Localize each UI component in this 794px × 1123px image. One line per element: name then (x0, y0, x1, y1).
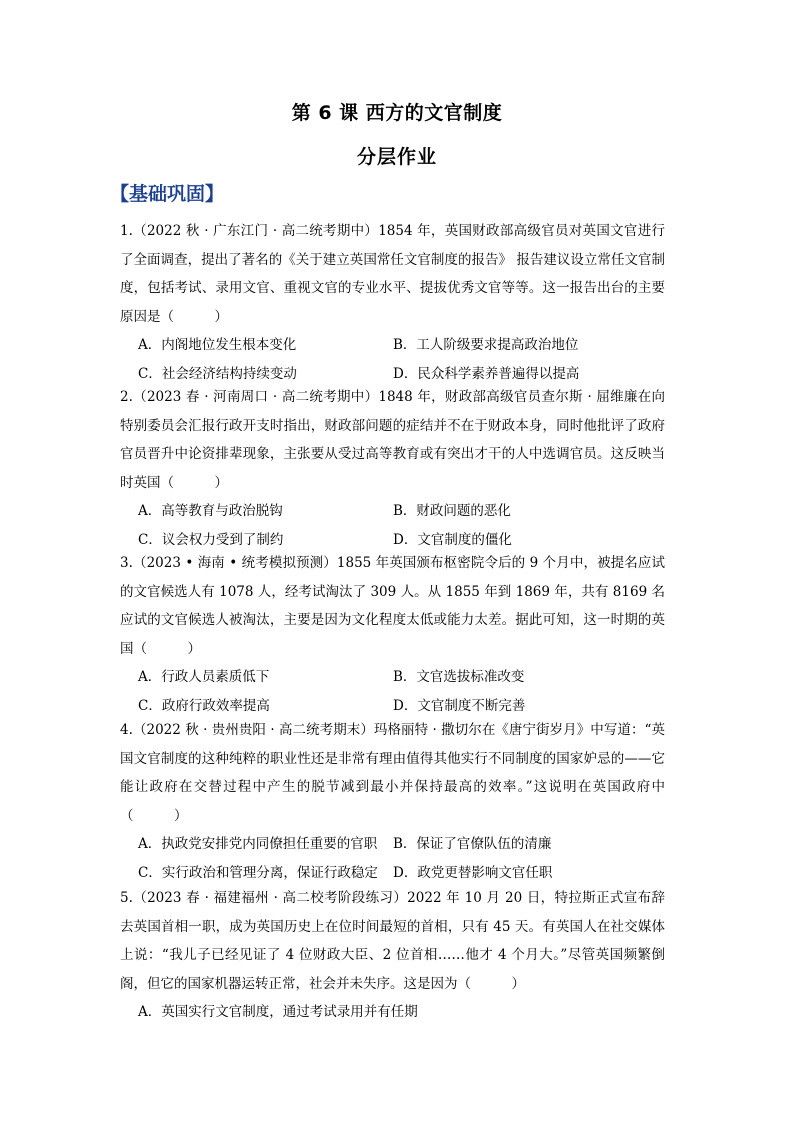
option-list (138, 663, 665, 720)
option-list (138, 998, 665, 1027)
option-b[interactable]: B．文官选拔标准改变 (393, 669, 525, 685)
question-stem: 5.（2023 春 · 福建福州 · 高二校考阶段练习）2022 年 10 月 20 日，特拉斯正式宣布辞去英国首相一职，成为英国历史上在位时间最短的首相，只有 45 天。有英国人在社交媒体上说：“我儿子已经见证了 4 位财政大臣、2 位首相……他才 4 个月大。”尽管英国频繁倒阁，但它的国家机器运转正常，社会并未失序。这是因为（ ） (120, 890, 665, 992)
option-c[interactable]: C．实行政治和管理分离，保证行政稳定 (138, 864, 378, 881)
option-d[interactable]: D．政党更替影响文官任职 (393, 864, 553, 881)
question-3 (120, 549, 665, 720)
question-5 (120, 884, 665, 1027)
lesson-title: 第 6 课 西方的文官制度 (291, 102, 503, 124)
question-stem: 4.（2022 秋 · 贵州贵阳 · 高二统考期末）玛格丽特 · 撒切尔在《唐宁街岁月》中写道：“英国文官制度的这种纯粹的职业性还是非常有理由值得其他实行不同制度的国家妒忌的——它能让政府在交替过程中产生的脱节减到最小并保持最高的效率。”这说明在英国政府中（ ） (120, 722, 665, 824)
section-heading: 【基础巩固】 (110, 183, 225, 205)
option-a[interactable]: A．高等教育与政治脱钩 (138, 503, 283, 519)
question-1 (120, 217, 665, 388)
page-subtitle: 分层作业 (356, 146, 437, 168)
option-a[interactable]: A．行政人员素质低下 (138, 669, 270, 685)
question-stem: 3.（2023 • 海南 • 统考模拟预测）1855 年英国颁布枢密院令后的 9 个月中，被提名应试的文官候选人有 1078 人，经考试淘汰了 309 人。从 1855 年到 1869 年，共有 8169 名应试的文官候选人被淘汰，主要是因为文化程度太低或能力太差。据此可知，这一时期的英国（ ） (120, 555, 665, 657)
option-c[interactable]: C．社会经济结构持续变动 (138, 365, 297, 382)
option-b[interactable]: B．工人阶级要求提高政治地位 (393, 337, 579, 353)
option-d[interactable]: D．民众科学素养普遍得以提高 (393, 365, 580, 382)
option-list (138, 497, 665, 554)
option-list (138, 331, 665, 388)
option-d[interactable]: D．文官制度不断完善 (393, 697, 526, 714)
option-a[interactable]: A．英国实行文官制度，通过考试录用并有任期 (138, 1004, 418, 1020)
question-stem: 1.（2022 秋 · 广东江门 · 高二统考期中）1854 年，英国财政部高级官员对英国文官进行了全面调查，提出了著名的《关于建立英国常任文官制度的报告》 报告建议设立常任文官制度，包括考试、录用文官、重视文官的专业水平、提拔优秀文官等等。这一报告出台的主要原因是（ ） (120, 223, 665, 325)
option-list (138, 830, 665, 887)
option-c[interactable]: C．议会权力受到了制约 (138, 531, 284, 548)
option-d[interactable]: D．文官制度的僵化 (393, 531, 512, 548)
option-a[interactable]: A．执政党安排党内同僚担任重要的官职 (138, 836, 378, 852)
option-b[interactable]: B．财政问题的恶化 (393, 503, 511, 519)
option-a[interactable]: A．内阁地位发生根本变化 (138, 337, 297, 353)
option-c[interactable]: C．政府行政效率提高 (138, 697, 270, 714)
question-stem: 2.（2023 春 · 河南周口 · 高二统考期中）1848 年，财政部高级官员查尔斯 · 屈维廉在向特别委员会汇报行政开支时指出，财政部问题的症结并不在于财政本身，同时他批评了政府官员晋升中论资排辈现象，主张要从受过高等教育或有突出才干的人中选调官员。这反映当时英国（ ） (120, 389, 665, 491)
question-4 (120, 716, 665, 887)
question-2 (120, 383, 665, 554)
option-b[interactable]: B．保证了官僚队伍的清廉 (393, 836, 552, 852)
